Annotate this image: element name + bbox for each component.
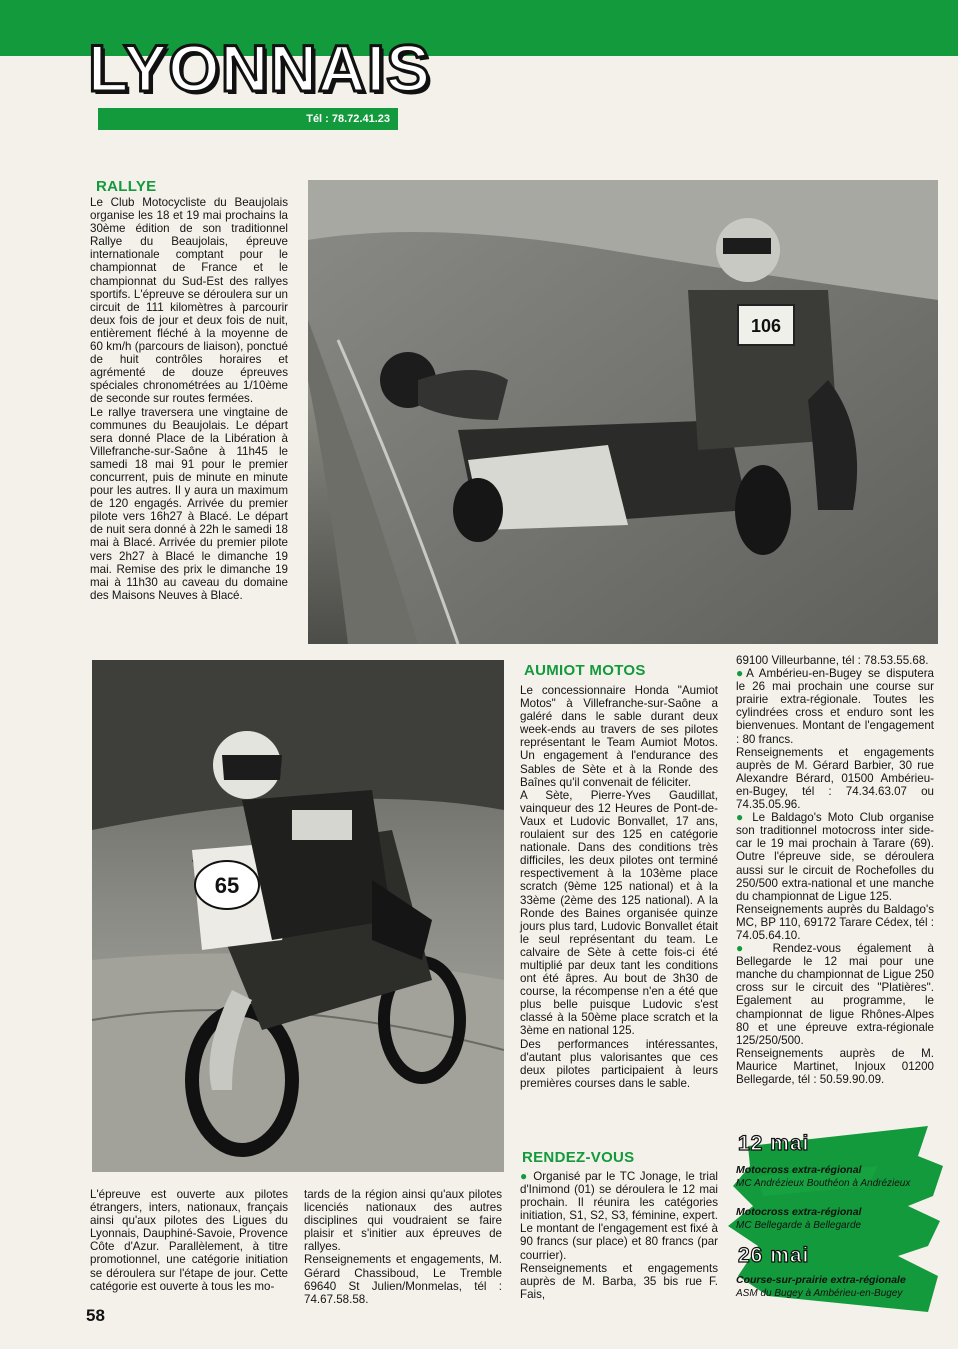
aumiot-paragraph-1: Le concessionnaire Honda "Aumiot Motos" à Villefranche-sur-Saône a galéré dans le sable durant deux week-ends au travers de ses pilotes représentant le Team Aumiot Motos. Un engagement à l'endurance des Sables de Sète et à la Ronde des Baînes qu'il convenait de féliciter. xyxy=(520,684,718,789)
rdv-paragraph-8: ● Rendez-vous également à Bellegarde le 12 mai pour une manche du championnat de Ligue 250 cross sur le circuit des "Platières". Egalement au programme, le championnat de ligue Rhônes-Alpes 80 et une épreuve extra-régionale 125/250/500. xyxy=(736,941,934,1047)
rdv-paragraph-6: ● Le Baldago's Moto Club organise son traditionnel motocross inter side-car le 19 mai prochain à Tarare (69). Outre l'épreuve side, se déroulera aussi sur le circuit de Rochefolles du 250/500 extra-national et une manche du championnat de Ligue 125. xyxy=(736,810,935,903)
bullet-icon: ● xyxy=(736,810,747,825)
sidecar-photo-image xyxy=(308,180,938,644)
rdv-paragraph-5: Renseignements et engagements auprès de M. Gérard Barbier, 30 rue Alexandre Bérard, 01500 Ambérieu-en-Bugey, tél : 74.34.63.07 ou 74.35.05.96. xyxy=(736,745,934,812)
calendar-event-3-place: ASM du Bugey à Ambérieu-en-Bugey xyxy=(736,1288,903,1299)
rallye-paragraph-1: Le Club Motocycliste du Beaujolais organise les 18 et 19 mai prochains la 30ème édition de son traditionnel Rallye du Beaujolais, épreuve internationale comptant pour le championnat de France et le championnat du Sud-Est des rallyes sportifs. L'épreuve se déroulera sur un circuit de 111 kilomètres à parcourir deux fois de jour et deux fois de nuit, entièrement fléché à la moyenne de 60 km/h (parcours de liaison), ponctué de huit contrôles horaires et agrémenté de douze épreuves spéciales chronométrées au 1/10ème de seconde sur routes fermées. xyxy=(90,196,288,406)
page-number: 58 xyxy=(86,1306,105,1325)
rallye-paragraph-3: L'épreuve est ouverte aux pilotes étrangers, inters, nationaux, français ainsi qu'aux pilotes des Ligues du Lyonnais, Dauphiné-Savoie, Provence Côte d'Azur. Parallèlement, à titre promotionnel, une catégorie initiation se déroulera sur l'étape de jour. Cette catégorie est ouverte à tous les mo- xyxy=(90,1188,288,1293)
rallye-paragraph-5: Renseignements et engagements, M. Gérard Chassiboud, Le Tremble 69640 St Julien/Monmelas, tél : 74.67.58.58. xyxy=(304,1253,502,1306)
calendar-event-1-place: MC Andrézieux Bouthéon à Andrézieux xyxy=(736,1178,911,1189)
article-rallye-column-3 xyxy=(304,1188,502,1306)
telephone-bar: Tél : 78.72.41.23 xyxy=(98,108,398,130)
photo-enduro-rider xyxy=(92,660,504,1172)
article-rallye-column-2 xyxy=(90,1188,288,1293)
rdv-paragraph-1: ● Organisé par le TC Jonage, le trial d'Inimond (01) se déroulera le 12 mai prochain. Il réunira les catégories initiation, S1, S2, S3, féminine, expert. Le montant de l'engagement est fixé à 90 francs (sur place) et 80 francs (par courrier). xyxy=(520,1169,719,1262)
heading-aumiot-motos: AUMIOT MOTOS xyxy=(524,662,646,679)
aumiot-paragraph-3: Des performances intéressantes, d'autant plus valorisantes que ces deux pilotes participaient à leurs premières courses dans le sable. xyxy=(520,1037,718,1090)
heading-rendez-vous: RENDEZ-VOUS xyxy=(522,1149,635,1166)
rdv-paragraph-4: ●A Ambérieu-en-Bugey se disputera le 26 mai prochain une course sur prairie extra-régionale. Toutes les cylindrées cross et enduro sont les bienvenues. Montant de l'engagement : 80 francs. xyxy=(736,666,935,746)
enduro-photo-image xyxy=(92,660,504,1172)
sidecar-race-number: 106 xyxy=(750,316,782,336)
article-rallye-column-1 xyxy=(90,196,288,602)
bullet-icon: ● xyxy=(736,666,747,681)
calendar-box xyxy=(728,1126,944,1312)
calendar-event-1-title: Motocross extra-régional xyxy=(736,1164,862,1176)
calendar-date-12-mai: 12 mai xyxy=(738,1132,810,1155)
rallye-paragraph-4: tards de la région ainsi qu'aux pilotes licenciés nationaux des autres disciplines qui voudraient se faire plaisir et s'initier aux épreuves de rallyes. xyxy=(304,1188,502,1254)
heading-rallye: RALLYE xyxy=(96,178,157,195)
calendar-event-3-title: Course-sur-prairie extra-régionale xyxy=(736,1274,906,1286)
aumiot-paragraph-2: A Sète, Pierre-Yves Gaudillat, vainqueur des 12 Heures de Pont-de-Vaux et Ludovic Bonvallet, 17 ans, roulaient sur des 125 en catégorie nationale. Dans des conditions très difficiles, les deux pilotes ont terminé respectivement à la 103ème place scratch (9ème 125 national) et à la 33ème (2ème des 125 national). A la Ronde des Baines organisée quinze jours plus tard, Ludovic Bonvallet était le seul représentant du team. Le calvaire de Sète à cette fois-ci été multiplié par deux tant les conditions ont été âpres. Au bout de 3h30 de course, la récompense n'en a été que plus belle puisque Ludovic s'est classé à la 50ème place scratch et la 3ème en national 125. xyxy=(520,788,718,1038)
enduro-race-number: 65 xyxy=(214,873,240,898)
bullet-icon: ● xyxy=(520,1169,529,1183)
calendar-event-2-place: MC Bellegarde à Bellegarde xyxy=(736,1220,862,1231)
section-title-logo: LYONNAIS xyxy=(88,31,431,105)
rdv-paragraph-9: Renseignements auprès de M. Maurice Martinet, Injoux 01200 Bellegarde, tél : 50.59.90.09. xyxy=(736,1046,934,1086)
rdv-paragraph-7: Renseignements auprès du Baldago's MC, BP 110, 69172 Tarare Cédex, tél : 74.05.64.10. xyxy=(736,902,934,942)
bullet-icon: ● xyxy=(736,941,757,956)
calendar-date-26-mai: 26 mai xyxy=(738,1244,810,1267)
article-rdv-column-1 xyxy=(520,1170,718,1301)
photo-sidecar-race xyxy=(308,180,938,644)
bleed-through-text-right xyxy=(620,66,958,176)
rdv-paragraph-2: Renseignements et engagements auprès de M. Barba, 35 bis rue F. Fais, xyxy=(520,1261,718,1301)
rdv-paragraph-3: 69100 Villeurbanne, tél : 78.53.55.68. xyxy=(736,654,929,667)
rallye-paragraph-2: Le rallye traversera une vingtaine de communes du Beaujolais. Le départ sera donné Place de la Libération à Villefranche-sur-Saône à 11h45 le samedi 18 mai 91 pour le premier concurrent, puis de minute en minute pour les autres. Il y aura un maximum de 120 engagés. Arrivée du premier pilote vers 16h27 à Blacé. Le départ de nuit sera donné à 22h le samedi 18 mai à Blacé. Arrivée du premier pilote vers 2h27 à Blacé le dimanche 19 mai. Remise des prix le dimanche 19 mai à 11h30 au caveau du domaine des Maisons Neuves à Blacé. xyxy=(90,405,288,602)
calendar-event-2-title: Motocross extra-régional xyxy=(736,1206,862,1218)
article-rdv-column-2 xyxy=(736,654,934,1086)
article-aumiot-column xyxy=(520,684,718,1090)
